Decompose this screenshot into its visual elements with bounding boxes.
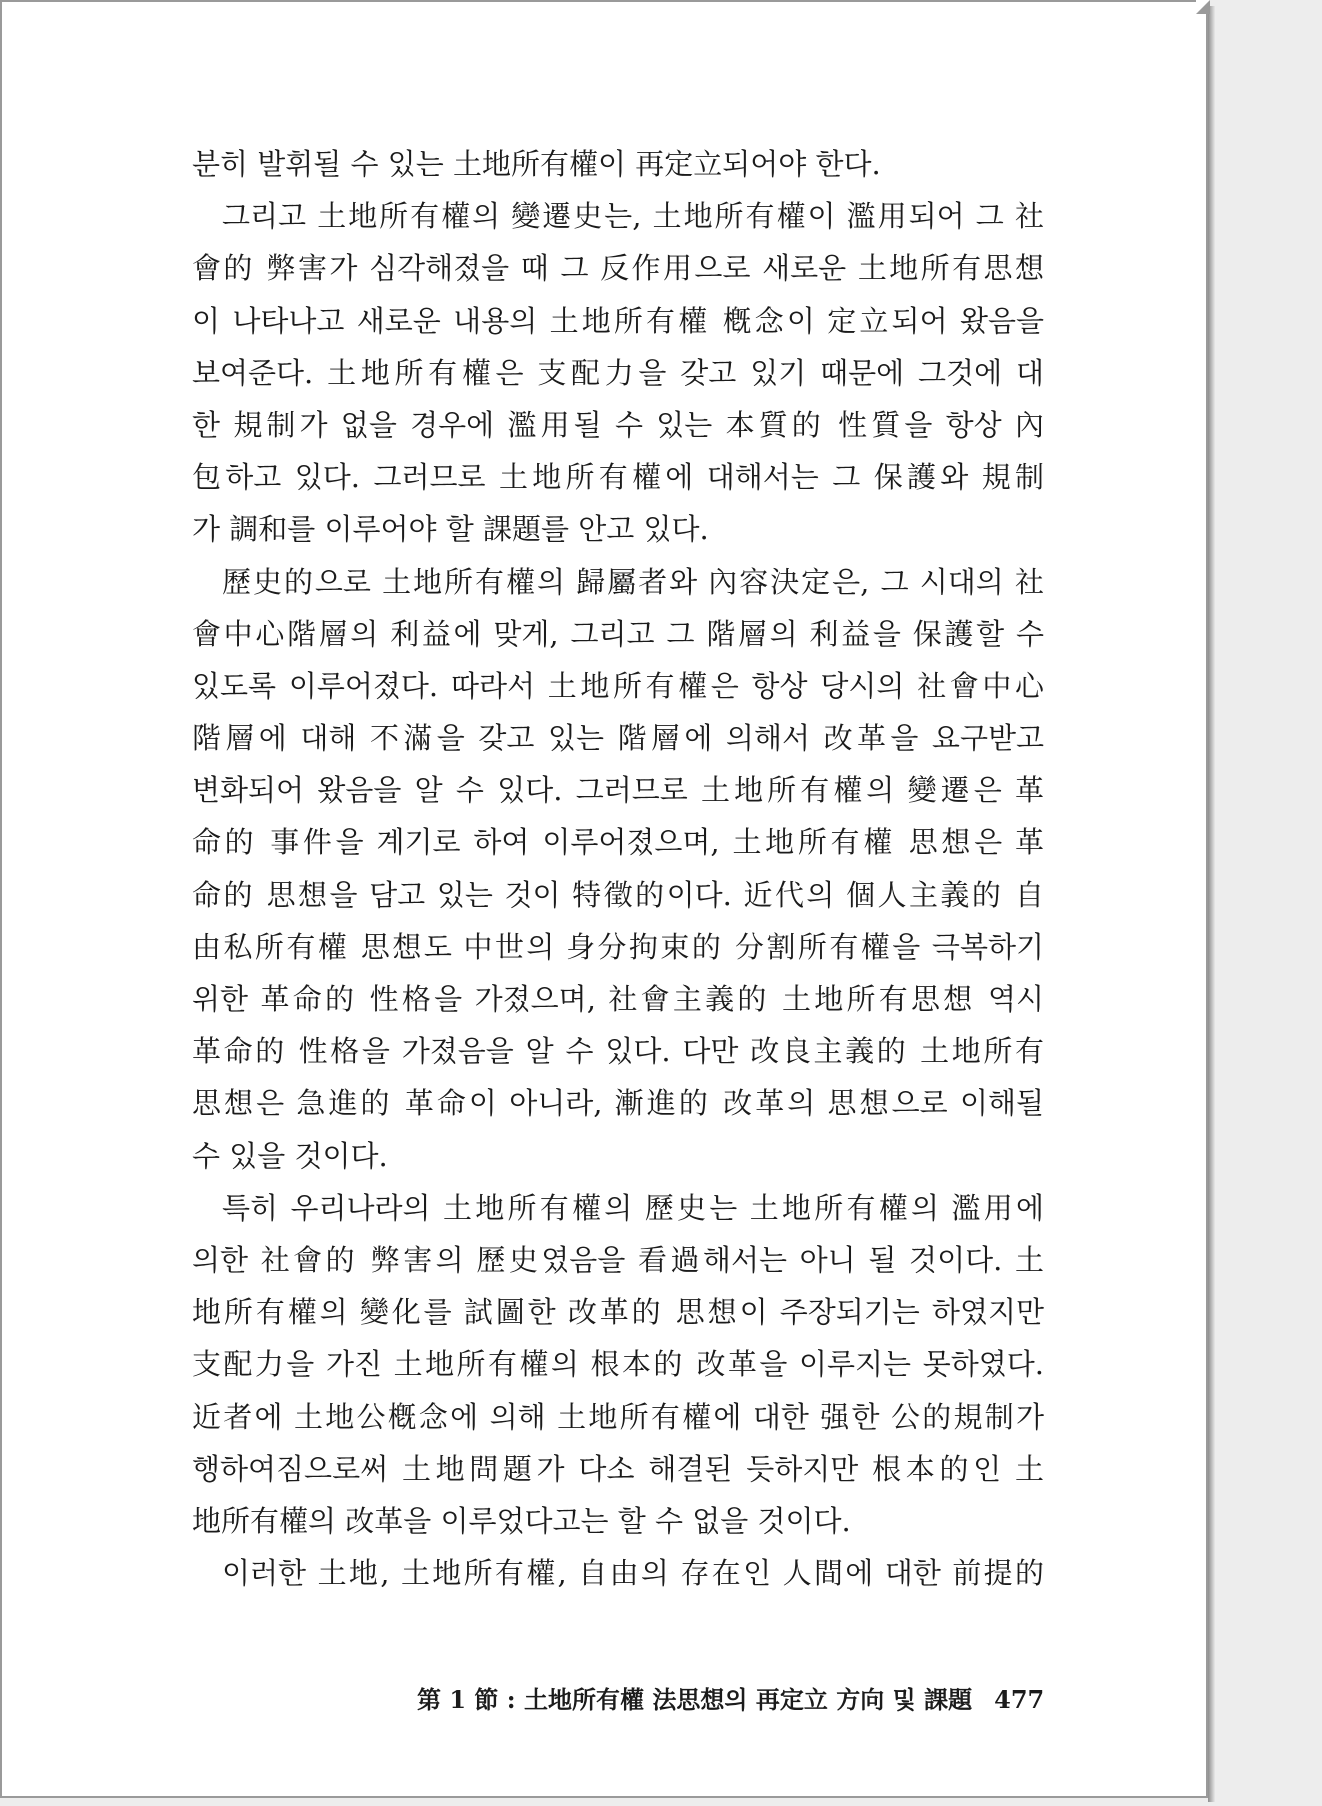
text-line: 특히 우리나라의 土地所有權의 歷史는 土地所有權의 濫用에: [222, 1190, 1044, 1225]
running-footer: [417, 1680, 1045, 1715]
text-line: 革命的 性格을 가졌음을 알 수 있다. 다만 改良主義的 土地所有: [192, 1034, 1044, 1069]
text-line: 분히 발휘될 수 있는 土地所有權이 再定立되어야 한다.: [192, 147, 881, 181]
text-line: 가 調和를 이루어야 할 課題를 안고 있다.: [192, 512, 709, 547]
text-line: 近者에 土地公槪念에 의해 土地所有權에 대한 强한 公的規制가: [192, 1399, 1044, 1434]
text-line: 있도록 이루어졌다. 따라서 土地所有權은 항상 당시의 社會中心: [192, 668, 1044, 703]
text-line: 歷史的으로 土地所有權의 歸屬者와 內容決定은, 그 시대의 社: [222, 564, 1044, 599]
page-number: 477: [994, 1685, 1045, 1714]
text-line: 由私所有權 思想도 中世의 身分拘束的 分割所有權을 극복하기: [192, 929, 1044, 964]
text-line: 階層에 대해 不滿을 갖고 있는 階層에 의해서 改革을 요구받고: [192, 721, 1044, 756]
page-edge-shadow: [1208, 6, 1215, 1802]
text-line: 이러한 土地, 土地所有權, 自由의 存在인 人間에 대한 前提的: [222, 1556, 1044, 1591]
text-line: 그리고 土地所有權의 變遷史는, 土地所有權이 濫用되어 그 社: [222, 199, 1044, 234]
text-line: 會的 弊害가 심각해졌을 때 그 反作用으로 새로운 土地所有思想: [192, 251, 1044, 286]
text-line: 支配力을 가진 土地所有權의 根本的 改革을 이루지는 못하였다.: [192, 1347, 1044, 1382]
text-line: 의한 社會的 弊害의 歷史였음을 看過해서는 아니 될 것이다. 土: [192, 1242, 1044, 1277]
text-line: 命的 事件을 계기로 하여 이루어졌으며, 土地所有權 思想은 革: [192, 825, 1044, 860]
text-line: 행하여짐으로써 土地問題가 다소 해결된 듯하지만 根本的인 土: [192, 1451, 1044, 1486]
page-corner-fold: [1196, 0, 1210, 14]
text-line: 命的 思想을 담고 있는 것이 特徵的이다. 近代의 個人主義的 自: [192, 877, 1044, 912]
text-line: 地所有權의 變化를 試圖한 改革的 思想이 주장되기는 하였지만: [192, 1295, 1044, 1330]
text-line: 會中心階層의 利益에 맞게, 그리고 그 階層의 利益을 保護할 수: [192, 616, 1044, 651]
text-line: 思想은 急進的 革命이 아니라, 漸進的 改革의 思想으로 이해될: [192, 1086, 1044, 1121]
text-line: 위한 革命的 性格을 가졌으며, 社會主義的 土地所有思想 역시: [192, 982, 1044, 1016]
body-text: [192, 138, 1044, 1599]
text-line: 수 있을 것이다.: [192, 1138, 388, 1173]
text-line: 이 나타나고 새로운 내용의 土地所有權 槪念이 定立되어 왔음을: [192, 303, 1044, 338]
footer-section-title: 第 1 節 : 土地所有權 法思想의 再定立 方向 및 課題: [417, 1685, 973, 1714]
text-line: 보여준다. 土地所有權은 支配力을 갖고 있기 때문에 그것에 대: [192, 355, 1044, 390]
text-line: 변화되어 왔음을 알 수 있다. 그러므로 土地所有權의 變遷은 革: [192, 773, 1044, 808]
text-line: 地所有權의 改革을 이루었다고는 할 수 없을 것이다.: [192, 1503, 851, 1538]
text-line: 한 規制가 없을 경우에 濫用될 수 있는 本質的 性質을 항상 內: [192, 407, 1044, 442]
text-line: 包하고 있다. 그러므로 土地所有權에 대해서는 그 保護와 規制: [192, 460, 1044, 495]
